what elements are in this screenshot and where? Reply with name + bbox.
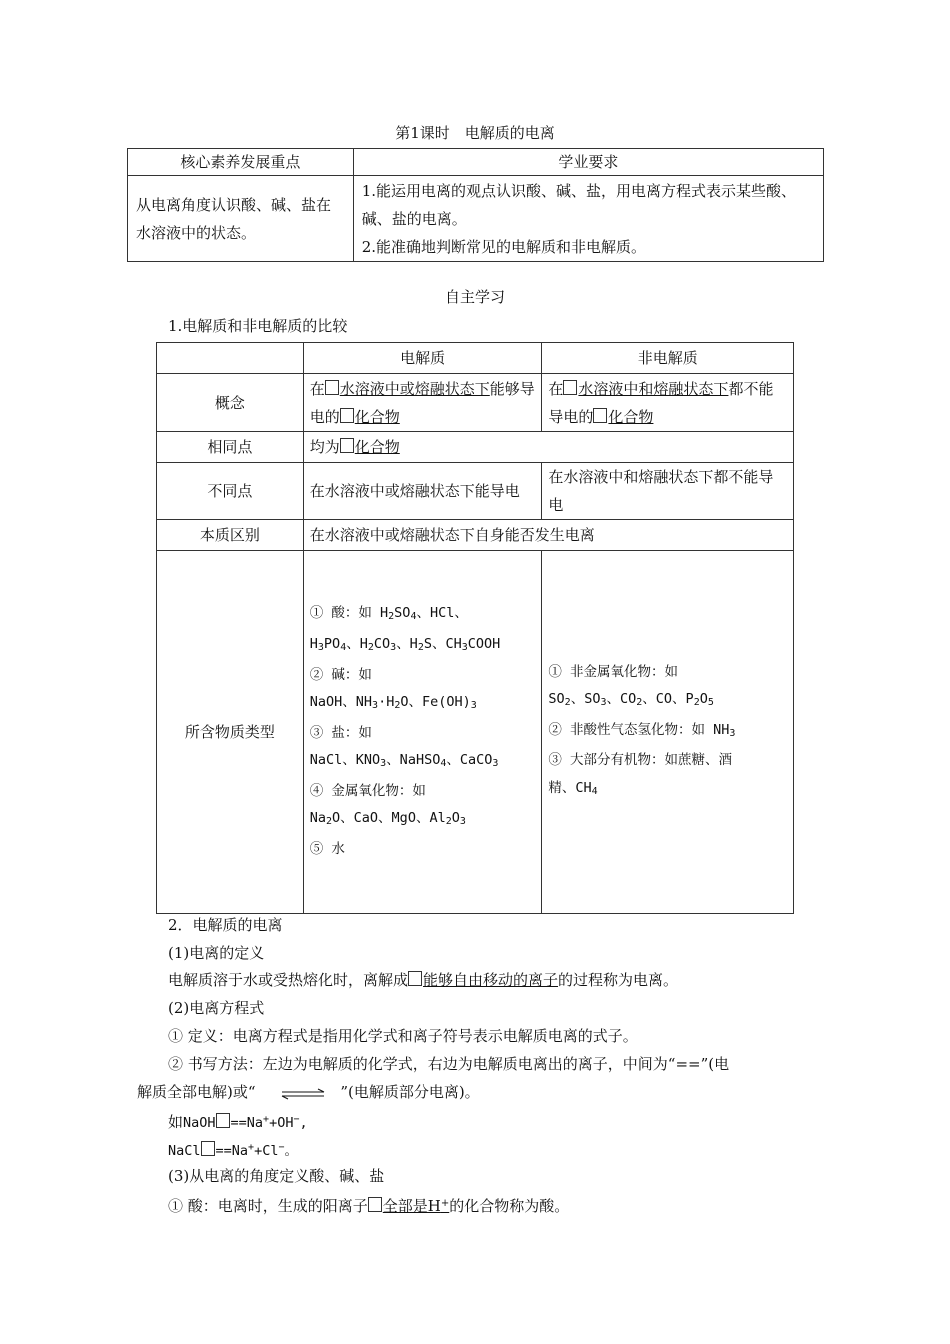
goals-req-1: 1.能运用电离的观点认识酸、碱、盐，用电离方程式表示某些酸、碱、盐的电离。	[361, 181, 797, 228]
equation-definition: ① 定义：电离方程式是指用化学式和离子符号表示电解质电离的式子。	[168, 1027, 638, 1045]
row-label-same: 相同点	[157, 432, 304, 463]
blank-box	[201, 1141, 215, 1156]
page-title: 第1课时 电解质的电离	[395, 124, 555, 142]
blank-box	[563, 380, 577, 395]
blank-box	[593, 408, 607, 423]
diff-nonelectrolyte: 在水溶液中和熔融状态下都不能导电	[542, 463, 794, 520]
blank-box	[340, 408, 354, 423]
goals-col1-header: 核心素养发展重点	[128, 149, 354, 176]
row-label-essence: 本质区别	[157, 520, 304, 551]
goals-col1-text: 从电离角度认识酸、碱、盐在水溶液中的状态。	[128, 176, 354, 262]
header-electrolyte: 电解质	[303, 343, 542, 374]
corner-cell	[157, 343, 304, 374]
reversible-arrow-icon	[260, 1088, 340, 1098]
equation-heading: (2)电离方程式	[168, 999, 265, 1017]
ionization-heading: 2．电解质的电离	[168, 916, 283, 934]
types-nonelectrolyte: ① 非金属氧化物：如 $SO_2$、$SO_3$、$CO_2$、CO、$P_2O_5$ ② 非酸性气态氢化物：如 $NH_3$ ③ 大部分有机物：如蔗糖、酒 精、$CH_4$	[542, 551, 794, 914]
blank-box	[408, 971, 422, 986]
essence-text: 在水溶液中或熔融状态下自身能否发生电离	[303, 520, 793, 551]
concept-nonelectrolyte: 在 水溶液中和熔融状态下都不能导电的 化合物	[542, 374, 794, 432]
example-nacl: NaCl ==Na++Cl−。	[168, 1142, 298, 1159]
compare-heading: 1.电解质和非电解质的比较	[168, 317, 348, 335]
example-naoh: 如NaOH ==Na++OH−,	[168, 1113, 308, 1131]
writing-method-line2: 解质全部电解)或“ ”(电解质部分电离)。	[137, 1083, 480, 1101]
row-label-concept: 概念	[157, 374, 304, 432]
section-title: 自主学习	[444, 288, 505, 306]
concept-electrolyte: 在 水溶液中或熔融状态下能够导电的 化合物	[303, 374, 542, 432]
blank-box	[368, 1197, 382, 1212]
goals-col2-text	[353, 176, 823, 262]
comparison-table	[156, 342, 794, 914]
writing-method-line1: ② 书写方法：左边为电解质的化学式，右边为电解质电离出的离子，中间为“==”(电	[168, 1055, 730, 1073]
ionization-def-heading: (1)电离的定义	[168, 944, 265, 962]
ionization-definition: 电解质溶于水或受热熔化时，离解成 能够自由移动的离子的过程称为电离。	[168, 971, 679, 989]
row-label-diff: 不同点	[157, 463, 304, 520]
goals-col2-header: 学业要求	[353, 149, 823, 176]
diff-electrolyte: 在水溶液中或熔融状态下能导电	[303, 463, 542, 520]
types-electrolyte: ① 酸：如 $H_2SO_4$、HCl、 $H_3PO_4$、$H_2CO_3$、$H_2S$、$CH_3COOH$ ② 碱：如 NaOH、$NH_3\cdot H_2O$、$Fe(OH)_3$ ③ 盐：如 NaCl、$KNO_3$、NaHSO$_4$、CaCO$_3$ ④ 金属氧化物：如 $Na_2O$、CaO、MgO、$Al_2O_3$ ⑤ 水	[303, 551, 542, 914]
goals-table	[127, 148, 824, 262]
row-label-types: 所含物质类型	[157, 551, 304, 914]
blank-box	[216, 1113, 230, 1128]
blank-box	[325, 380, 339, 395]
acid-definition: ① 酸：电离时，生成的阳离子 全部是H+的化合物称为酸。	[168, 1197, 570, 1215]
acid-base-salt-heading: (3)从电离的角度定义酸、碱、盐	[168, 1167, 385, 1185]
same-point: 均为 化合物	[303, 432, 793, 463]
blank-box	[340, 438, 354, 453]
goals-req-2: 2.能准确地判断常见的电解质和非电解质。	[361, 237, 647, 256]
header-nonelectrolyte: 非电解质	[542, 343, 794, 374]
